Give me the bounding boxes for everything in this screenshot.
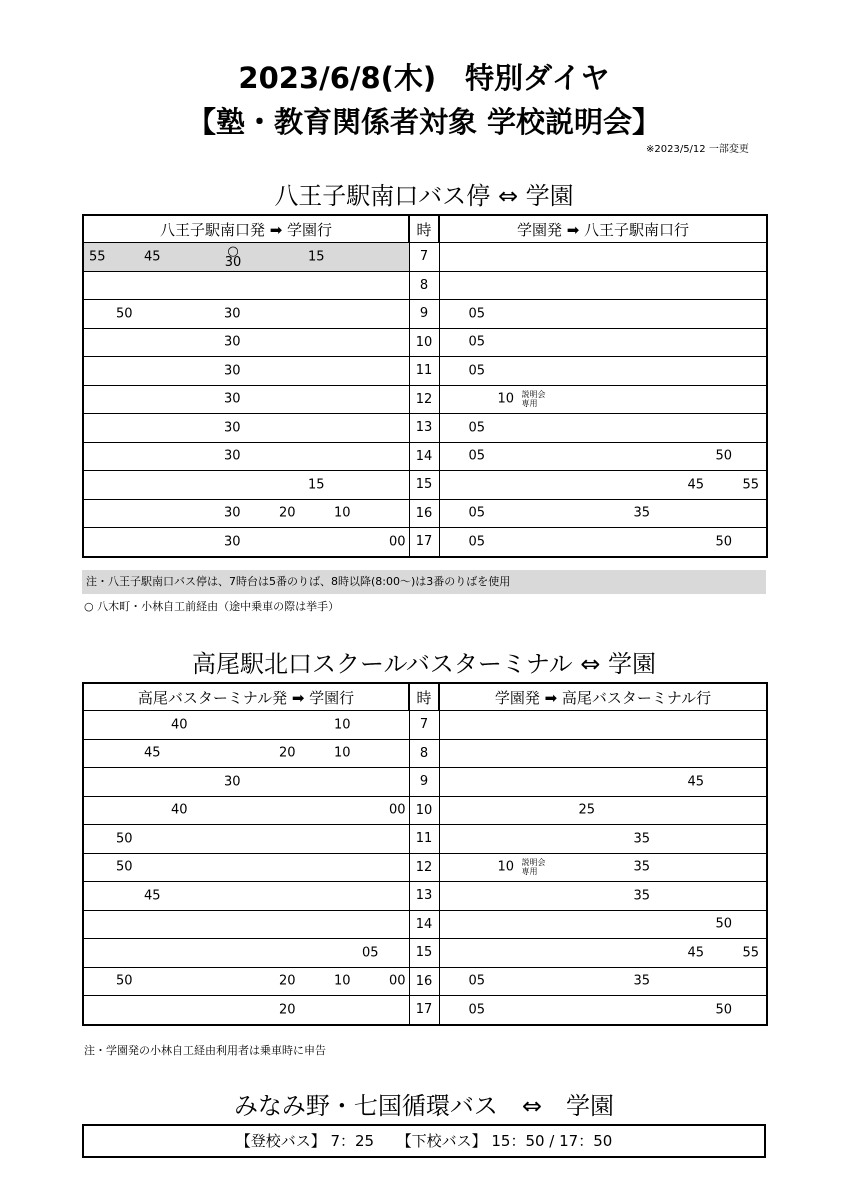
hour-label: 17 [409,528,439,557]
departure-time: 40 [171,802,188,818]
arrival-time: 05 [468,505,486,521]
dep-cell [83,939,409,968]
hour-label: 9 [409,768,439,797]
departure-time: 05 [362,945,379,961]
arrival-time: 35 [633,888,651,904]
arrival-time: 25 [578,802,596,818]
arr-cell [439,328,767,357]
arr-cell [439,385,767,414]
departure-time: 45 [144,888,161,904]
dep-cell [83,711,409,740]
hour-label: 12 [409,385,439,414]
departure-time: 50 [116,973,133,989]
departure-time: 30 [224,363,241,379]
arrival-time: 35 [633,831,651,847]
hour-label: 14 [409,910,439,939]
departure-time: 45 [144,249,161,265]
departure-time: 30 [224,448,241,464]
arrival-time: 45 [687,774,705,790]
dep-cell [83,910,409,939]
departure-time: 40 [171,717,188,733]
arr-header: 学園発 ➡ 八王子駅南口行 [439,215,767,243]
arrival-time: 50 [715,534,733,550]
hour-label: 8 [409,739,439,768]
departure-time: 00 [389,534,406,550]
departure-time: 15 [308,477,325,493]
arr-cell [439,711,767,740]
hour-label: 9 [409,300,439,329]
hour-label: 8 [409,271,439,300]
hachioji-timetable [82,214,768,558]
dep-cell [83,996,409,1025]
arrival-time: 50 [715,1002,733,1018]
dep-header: 八王子駅南口発 ➡ 学園行 [83,215,409,243]
page-title: 2023/6/8(木) 特別ダイヤ [238,61,610,95]
arr-cell [439,768,767,797]
hachioji-note: 注・八王子駅南口バス停は、7時台は5番のりば、8時以降(8:00～)は3番のりばを使用 [82,570,766,594]
departure-time: 55 [89,249,106,265]
arrival-time: 35 [633,973,651,989]
arrival-time: 05 [468,306,486,322]
hour-label: 7 [409,243,439,272]
arr-cell [439,471,767,500]
page-subtitle: 【塾・教育関係者対象 学校説明会】 [186,105,662,139]
arr-cell [439,739,767,768]
dep-cell [83,796,409,825]
departure-time: 50 [116,859,133,875]
dep-cell [83,739,409,768]
arr-cell [439,882,767,911]
arr-cell [439,939,767,968]
revision-note: ※2023/5/12 一部変更 [646,144,749,155]
arr-header: 学園発 ➡ 高尾バスターミナル行 [439,683,767,711]
arr-cell [439,414,767,443]
dep-cell [83,357,409,386]
hour-label: 16 [409,967,439,996]
section1-title: 八王子駅南口バス停 ⇔ 学園 [274,182,574,210]
dep-cell [83,528,409,557]
arrival-time: 55 [742,945,760,961]
arrival-time: 50 [715,448,733,464]
departure-time: 10 [334,973,351,989]
loop-bus-schedule: 【登校バス】 7：25 【下校バス】 15：50 / 17：50 [82,1124,766,1158]
arrival-time: 05 [468,448,486,464]
dep-cell [83,499,409,528]
arr-cell [439,910,767,939]
dep-cell [83,471,409,500]
hour-label: 10 [409,328,439,357]
hour-label: 15 [409,939,439,968]
hour-label: 11 [409,825,439,854]
arr-cell [439,528,767,557]
briefing-only-tag: 説明会 専用 [521,858,546,877]
departure-time: 20 [279,1002,296,1018]
arr-cell [439,796,767,825]
departure-time-via-yagi: ○ 30 [224,243,242,270]
departure-time: 10 [334,717,351,733]
arrival-time: 05 [468,334,486,350]
arr-cell [439,442,767,471]
departure-time: 10 [334,745,351,761]
arr-cell [439,271,767,300]
via-yagi-note: ○ 八木町・小林自工前経由（途中乗車の際は挙手） [84,600,340,613]
departure-time: 30 [224,391,241,407]
departure-time: 00 [389,973,406,989]
dep-cell [83,414,409,443]
departure-time: 45 [144,745,161,761]
departure-time: 30 [224,420,241,436]
dep-cell [83,768,409,797]
arr-cell [439,967,767,996]
departure-time: 15 [308,249,325,265]
dep-cell [83,271,409,300]
dep-cell [83,882,409,911]
arrival-time: 45 [687,477,705,493]
departure-time: 30 [224,774,241,790]
dep-header: 高尾バスターミナル発 ➡ 学園行 [83,683,409,711]
hour-label: 11 [409,357,439,386]
hour-label: 12 [409,853,439,882]
dep-cell [83,385,409,414]
dep-cell [83,300,409,329]
takao-timetable [82,682,768,1026]
dep-cell [83,328,409,357]
departure-time: 20 [279,973,296,989]
arrival-time: 10 [497,391,515,407]
departure-time: 30 [224,306,241,322]
departure-time: 30 [224,534,241,550]
departure-time: 30 [224,505,241,521]
departure-time: 00 [389,802,406,818]
hour-label: 15 [409,471,439,500]
dep-cell [83,825,409,854]
hour-label: 10 [409,796,439,825]
arr-cell [439,300,767,329]
arrival-time: 05 [468,973,486,989]
hour-label: 17 [409,996,439,1025]
departure-time: 20 [279,745,296,761]
arrival-time: 55 [742,477,760,493]
arr-cell [439,996,767,1025]
arrival-time: 05 [468,420,486,436]
arr-cell [439,825,767,854]
arrival-time: 10 [497,859,515,875]
arr-cell [439,853,767,882]
arrival-time: 35 [633,859,651,875]
hour-label: 13 [409,882,439,911]
arrival-time: 35 [633,505,651,521]
hour-label: 13 [409,414,439,443]
hour-header: 時 [409,683,439,711]
hour-header: 時 [409,215,439,243]
section3-title: みなみ野・七国循環バス ⇔ 学園 [233,1092,615,1120]
arrival-time: 50 [715,916,733,932]
departure-time: 50 [116,306,133,322]
briefing-only-tag: 説明会 専用 [521,390,546,409]
arrival-time: 05 [468,1002,486,1018]
dep-cell [83,967,409,996]
departure-time: 20 [279,505,296,521]
dep-cell [83,853,409,882]
dep-cell [83,442,409,471]
departure-time: 10 [334,505,351,521]
arr-cell [439,357,767,386]
hour-label: 16 [409,499,439,528]
circle-mark: ○ [227,243,239,259]
arr-cell [439,499,767,528]
arrival-time: 45 [687,945,705,961]
arr-cell [439,243,767,272]
departure-time: 50 [116,831,133,847]
hour-label: 7 [409,711,439,740]
arrival-time: 05 [468,534,486,550]
hour-label: 14 [409,442,439,471]
takao-note: 注・学園発の小林自工経由利用者は乗車時に申告 [84,1044,326,1057]
departure-time: 30 [224,334,241,350]
dep-cell [83,243,409,272]
section2-title: 高尾駅北口スクールバスターミナル ⇔ 学園 [191,650,656,678]
arrival-time: 05 [468,363,486,379]
